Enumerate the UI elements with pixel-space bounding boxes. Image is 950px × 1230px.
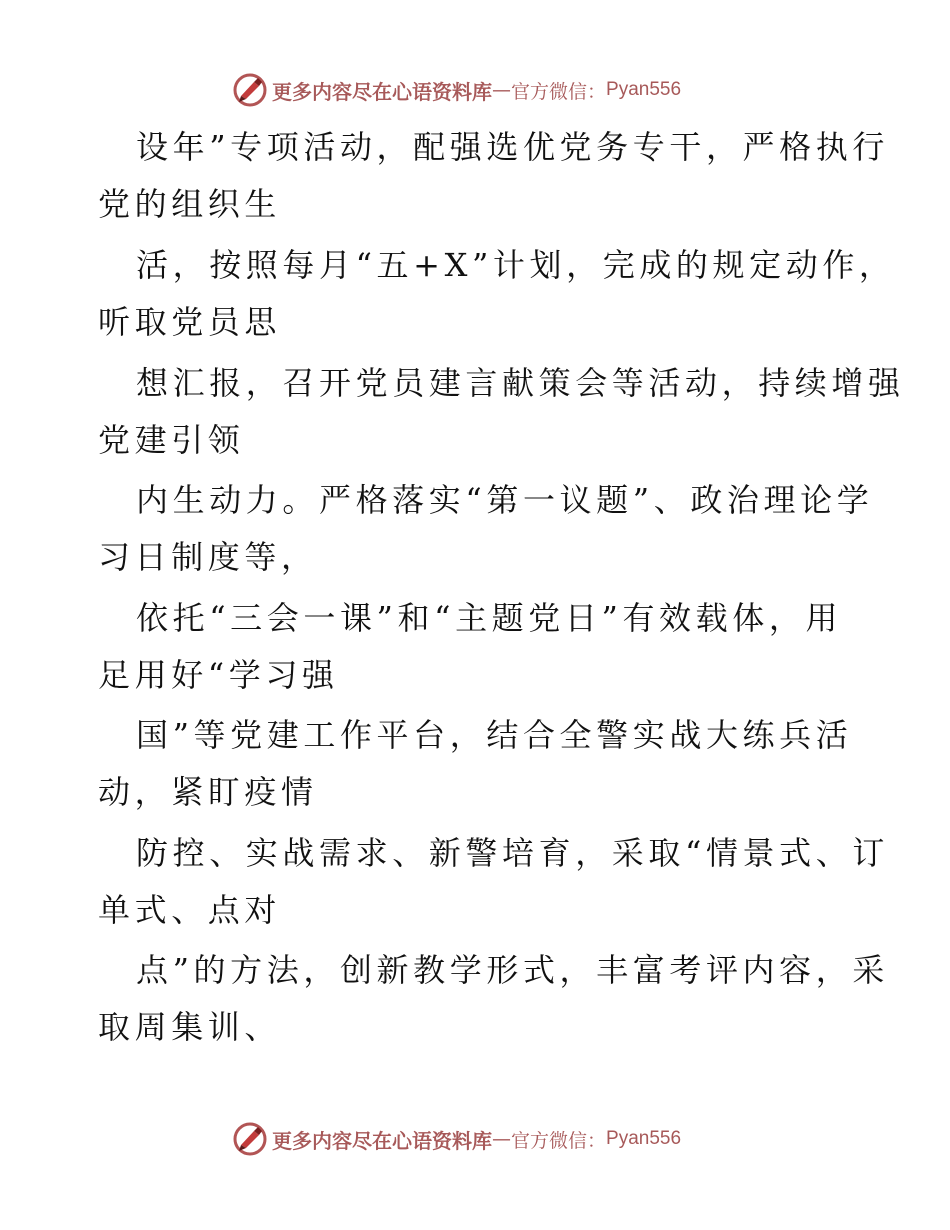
text-line: 党建引领: [98, 421, 245, 459]
text-line: 党的组织生: [98, 185, 282, 223]
pen-logo-icon: [232, 1121, 268, 1157]
footer-watermark: [232, 1119, 681, 1159]
text-line: 习日制度等，: [98, 538, 318, 576]
banner-main-text: 更多内容尽在心语资料库: [272, 79, 492, 104]
text-line: 听取党员思: [98, 303, 282, 341]
banner-dash: —: [492, 79, 511, 101]
banner-wechat-id: Pyan556: [606, 79, 682, 100]
text-line: 动，紧盯疫情: [98, 773, 318, 811]
text-line: 活，按照每月“五+X”计划，完成的规定动作，: [136, 246, 896, 284]
text-line: 国”等党建工作平台，结合全警实战大练兵活: [136, 716, 853, 754]
text-line: 单式、点对: [98, 891, 282, 929]
text-line: 防控、实战需求、新警培育，采取“情景式、订: [136, 834, 889, 872]
banner-sub-text: 官方微信：: [511, 1129, 607, 1152]
text-line: 足用好“学习强: [98, 656, 339, 694]
banner-wechat-id: Pyan556: [606, 1128, 682, 1149]
text-line: 点”的方法，创新教学形式，丰富考评内容，采: [136, 951, 889, 989]
text-line: 设年”专项活动，配强选优党务专干，严格执行: [136, 128, 889, 166]
text-line: 想汇报，召开党员建言献策会等活动，持续增强: [136, 364, 905, 402]
banner-dash: —: [492, 1128, 511, 1150]
banner-main-text: 更多内容尽在心语资料库: [272, 1128, 492, 1153]
pen-logo-icon: [232, 72, 268, 108]
banner-sub-text: 官方微信：: [511, 80, 607, 103]
text-line: 内生动力。严格落实“第一议题”、政治理论学: [136, 481, 874, 519]
text-line: 依托“三会一课”和“主题党日”有效载体，用: [136, 599, 843, 637]
header-watermark: [232, 70, 681, 110]
text-line: 取周集训、: [98, 1008, 282, 1046]
